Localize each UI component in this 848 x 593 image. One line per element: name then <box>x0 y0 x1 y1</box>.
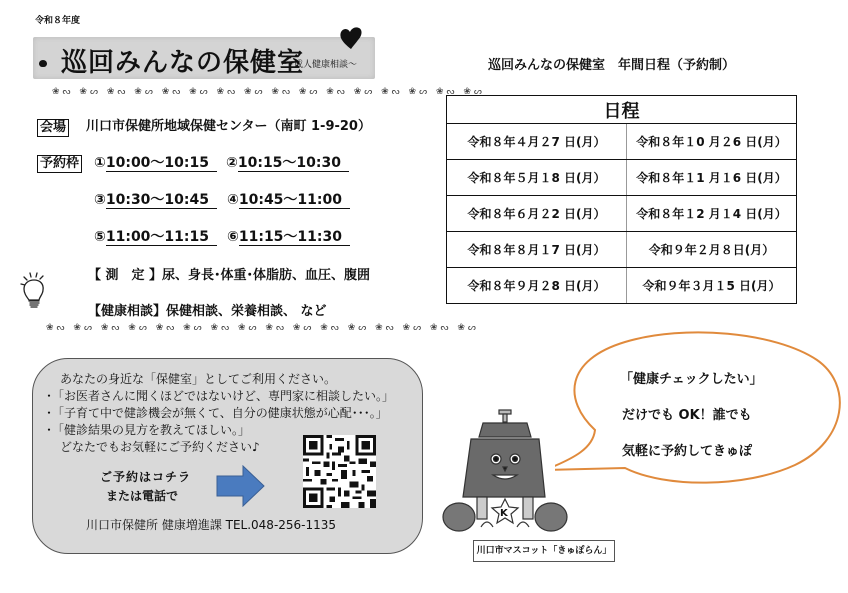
info-line: どなたでもお気軽にご予約ください♪ <box>60 440 260 454</box>
slot-number: ③ <box>94 192 106 208</box>
schedule-table <box>446 95 797 304</box>
bubble-text: 「健康チェックしたい」 <box>620 372 763 387</box>
mascot-illustration <box>441 405 577 535</box>
info-line: ･「子育て中で健診機会が無くて、自分の健康状態が心配･･･。」 <box>46 406 388 420</box>
slot-4 <box>227 192 350 208</box>
schedule-date: 令和９年２月８日(月） <box>627 232 797 268</box>
info-line: あなたの身近な「保健室」としてご利用ください。 <box>60 372 337 386</box>
schedule-date: 令和８年１1 月１6 日(月） <box>627 160 797 196</box>
page-subtitle: ～成人健康相談～ <box>285 60 358 70</box>
info-line: ･「健診結果の見方を教えてほしい。」 <box>46 423 251 437</box>
slot-1 <box>94 155 217 171</box>
table-row <box>447 268 797 304</box>
table-row <box>447 124 797 160</box>
table-row <box>447 160 797 196</box>
fiscal-year: 令和８年度 <box>35 16 81 26</box>
reserve-here-text: ご予約はコチラ <box>100 470 192 484</box>
bubble-text: だけでも OK！誰でも <box>622 408 752 423</box>
arrow-right-icon <box>216 465 266 507</box>
slot-3 <box>94 192 217 208</box>
schedule-date: 令和８年９月２8 日(月） <box>447 268 627 304</box>
table-row <box>447 196 797 232</box>
venue-address: 川口市保健所地域保健センター（南町 1-9-20） <box>86 119 371 134</box>
contact-info: 川口市保健所 健康増進課 TEL.048-256-1135 <box>86 518 337 532</box>
venue-label: 会場 <box>37 119 69 137</box>
schedule-date: 令和８年５月１8 日(月） <box>447 160 627 196</box>
small-heart-icon <box>39 60 47 67</box>
slot-2 <box>226 155 349 171</box>
flower-divider-top: ❀ᔓ ❀ᔕ ❀ᔓ ❀ᔕ ❀ᔓ ❀ᔕ ❀ᔓ ❀ᔕ ❀ᔓ ❀ᔕ ❀ᔓ ❀ᔕ ❀ᔓ ❀ᔕ ❀ᔓ ❀ᔕ <box>52 87 485 97</box>
slot-number: ② <box>226 155 238 171</box>
table-row <box>447 232 797 268</box>
bubble-text: 気軽に予約してきゅぽ <box>622 444 753 459</box>
slot-number: ⑤ <box>94 229 106 245</box>
slot-time: 10:45～11:00 <box>239 192 350 209</box>
schedule-date: 令和８年４月２7 日(月） <box>447 124 627 160</box>
info-line: ･「お医者さんに聞くほどではないけど、専門家に相談したい。」 <box>46 389 395 403</box>
svg-text:K: K <box>500 508 508 519</box>
schedule-title: 巡回みんなの保健室 年間日程（予約制） <box>488 58 736 73</box>
schedule-date: 令和９年３月１5 日(月） <box>627 268 797 304</box>
slot-time: 10:30～10:45 <box>106 192 217 209</box>
flower-divider-bottom: ❀ᔓ ❀ᔕ ❀ᔓ ❀ᔕ ❀ᔓ ❀ᔕ ❀ᔓ ❀ᔕ ❀ᔓ ❀ᔕ ❀ᔓ ❀ᔕ ❀ᔓ ❀ᔕ ❀ᔓ ❀ᔕ <box>46 323 479 333</box>
consultation-items: 【健康相談】保健相談、栄養相談、 など <box>88 304 327 319</box>
slot-number: ① <box>94 155 106 171</box>
slot-time: 10:00～10:15 <box>106 155 217 172</box>
slots-label: 予約枠 <box>37 155 82 173</box>
schedule-date: 令和８年６月２2 日(月） <box>447 196 627 232</box>
slot-5 <box>94 229 217 245</box>
lightbulb-icon <box>18 270 52 310</box>
slot-number: ④ <box>227 192 239 208</box>
slot-6 <box>227 229 350 245</box>
page-title: 巡回みんなの保健室 <box>61 48 305 78</box>
slot-time: 11:00～11:15 <box>106 229 217 246</box>
slot-time: 11:15～11:30 <box>239 229 350 246</box>
heart-icon <box>338 26 364 52</box>
reserve-phone-text: または電話で <box>106 489 179 503</box>
schedule-date: 令和８年８月１7 日(月） <box>447 232 627 268</box>
qr-code[interactable] <box>303 435 376 508</box>
mascot-caption: 川口市マスコット「きゅぽらん」 <box>473 540 615 562</box>
slot-time: 10:15～10:30 <box>238 155 349 172</box>
schedule-date: 令和８年１2 月１4 日(月） <box>627 196 797 232</box>
schedule-date: 令和８年１0 月２6 日(月） <box>627 124 797 160</box>
slot-number: ⑥ <box>227 229 239 245</box>
schedule-header: 日程 <box>447 96 797 124</box>
measurement-items: 【 測 定 】尿、身長･体重･体脂肪、血圧、腹囲 <box>88 268 371 283</box>
